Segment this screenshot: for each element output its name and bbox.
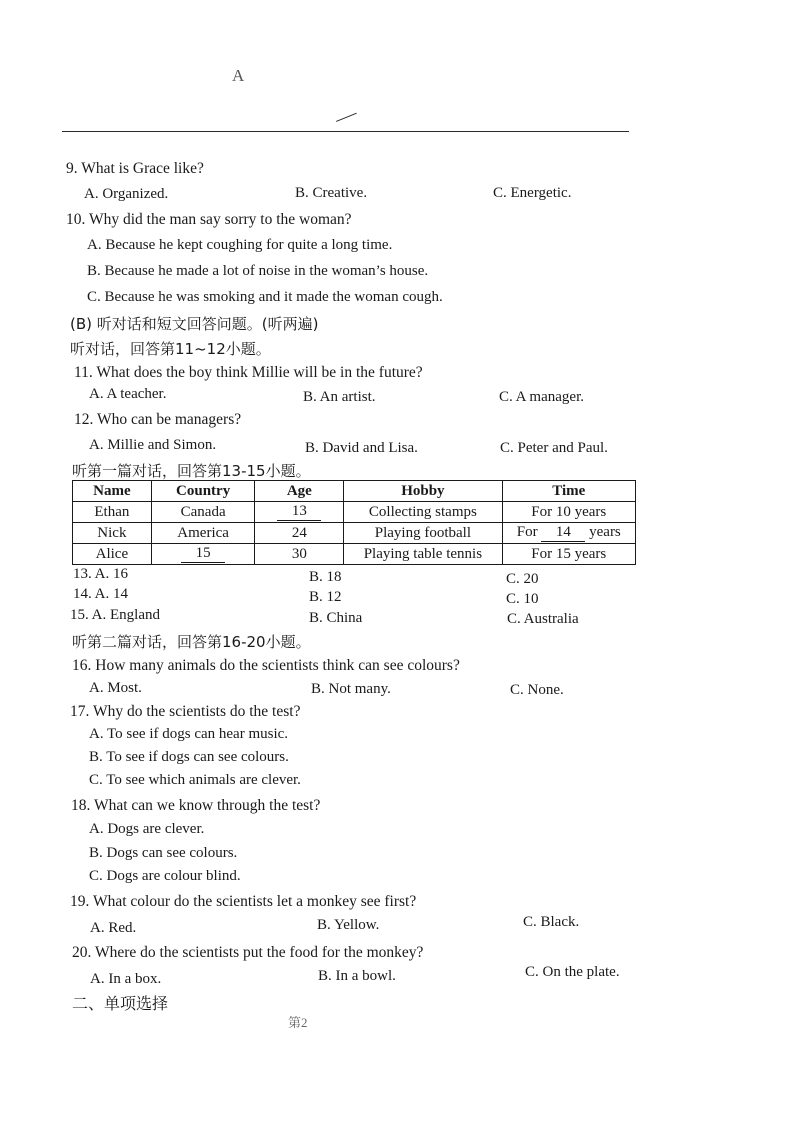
q20-option-c: C. On the plate. <box>525 964 620 980</box>
blank-14: 14 <box>541 524 585 542</box>
q20-option-b: B. In a bowl. <box>318 968 396 984</box>
q13-option-a: 13. A. 16 <box>73 566 129 582</box>
header-rule <box>62 131 629 132</box>
cell-name: Nick <box>73 523 152 544</box>
q14-option-b: B. 12 <box>309 589 342 605</box>
q15-option-b: B. China <box>309 610 363 626</box>
section-2-heading: 二、单项选择 <box>72 994 169 1013</box>
q9-option-a: A. Organized. <box>84 186 169 202</box>
q9-option-c: C. Energetic. <box>493 185 572 201</box>
blank-13: 13 <box>277 503 321 521</box>
q15-option-a: 15. A. England <box>70 607 160 623</box>
q16-stem: 16. How many animals do the scientists think can see colours? <box>72 657 460 674</box>
blank-15: 15 <box>181 545 225 563</box>
q14-option-c: C. 10 <box>506 591 539 607</box>
cell-time <box>502 523 635 544</box>
cell-name: Alice <box>73 544 152 565</box>
page-footer-mark: 第2 <box>288 1015 308 1030</box>
cell-name: Ethan <box>73 502 152 523</box>
q19-stem: 19. What colour do the scientists let a monkey see first? <box>70 893 417 910</box>
q15-option-c: C. Australia <box>507 611 579 627</box>
table-row <box>73 523 636 544</box>
q13-option-b: B. 18 <box>309 569 342 585</box>
header-tick-mark <box>336 113 361 131</box>
cell-country: America <box>151 523 255 544</box>
q19-option-a: A. Red. <box>90 920 137 936</box>
q13-option-c: C. 20 <box>506 571 539 587</box>
cell-time: For 10 years <box>502 502 635 523</box>
q18-stem: 18. What can we know through the test? <box>71 797 321 814</box>
q17-option-c: C. To see which animals are clever. <box>89 772 301 788</box>
q9-stem: 9. What is Grace like? <box>66 160 204 177</box>
q16-option-b: B. Not many. <box>311 681 391 697</box>
instruction-13-15: 听第一篇对话，回答第13-15小题。 <box>72 462 311 480</box>
cell-country <box>151 544 255 565</box>
cell-hobby: Collecting stamps <box>344 502 502 523</box>
q10-option-a: A. Because he kept coughing for quite a long time. <box>87 237 393 253</box>
time-prefix: For <box>516 524 538 540</box>
q14-option-a: 14. A. 14 <box>73 586 129 602</box>
header-mark: A <box>232 66 245 85</box>
q17-option-a: A. To see if dogs can hear music. <box>89 726 289 742</box>
col-country: Country <box>151 481 255 502</box>
q18-option-b: B. Dogs can see colours. <box>89 845 238 861</box>
section-b-heading: (B) 听对话和短文回答问题。(听两遍) <box>70 315 319 333</box>
q12-option-c: C. Peter and Paul. <box>500 440 608 456</box>
cell-time: For 15 years <box>502 544 635 565</box>
cell-age <box>255 502 344 523</box>
q19-option-b: B. Yellow. <box>317 917 380 933</box>
q17-stem: 17. Why do the scientists do the test? <box>70 703 301 720</box>
instruction-11-12: 听对话，回答第11~12小题。 <box>70 340 271 358</box>
table-header-row <box>73 481 636 502</box>
cell-hobby: Playing football <box>344 523 502 544</box>
q17-option-b: B. To see if dogs can see colours. <box>89 749 289 765</box>
col-name: Name <box>73 481 152 502</box>
q10-stem: 10. Why did the man say sorry to the woman? <box>66 211 352 228</box>
q12-option-b: B. David and Lisa. <box>305 440 418 456</box>
q12-stem: 12. Who can be managers? <box>74 411 242 428</box>
q10-option-b: B. Because he made a lot of noise in the woman’s house. <box>87 263 429 279</box>
col-hobby: Hobby <box>344 481 502 502</box>
q16-option-a: A. Most. <box>89 680 142 696</box>
info-table <box>72 480 636 565</box>
q20-stem: 20. Where do the scientists put the food for the monkey? <box>72 944 424 961</box>
q10-option-c: C. Because he was smoking and it made the woman cough. <box>87 289 443 305</box>
q11-option-c: C. A manager. <box>499 389 584 405</box>
cell-age: 30 <box>255 544 344 565</box>
col-time: Time <box>502 481 635 502</box>
q11-option-a: A. A teacher. <box>89 386 167 402</box>
cell-hobby: Playing table tennis <box>344 544 502 565</box>
time-suffix: years <box>589 524 621 540</box>
q11-option-b: B. An artist. <box>303 389 376 405</box>
col-age: Age <box>255 481 344 502</box>
q20-option-a: A. In a box. <box>90 971 162 987</box>
q12-option-a: A. Millie and Simon. <box>89 437 217 453</box>
table-row <box>73 544 636 565</box>
q9-option-b: B. Creative. <box>295 185 368 201</box>
instruction-16-20: 听第二篇对话，回答第16-20小题。 <box>72 633 311 651</box>
cell-age: 24 <box>255 523 344 544</box>
q19-option-c: C. Black. <box>523 914 580 930</box>
cell-country: Canada <box>151 502 255 523</box>
q18-option-c: C. Dogs are colour blind. <box>89 868 241 884</box>
table-row <box>73 502 636 523</box>
q16-option-c: C. None. <box>510 682 564 698</box>
q18-option-a: A. Dogs are clever. <box>89 821 205 837</box>
q11-stem: 11. What does the boy think Millie will be in the future? <box>74 364 423 381</box>
